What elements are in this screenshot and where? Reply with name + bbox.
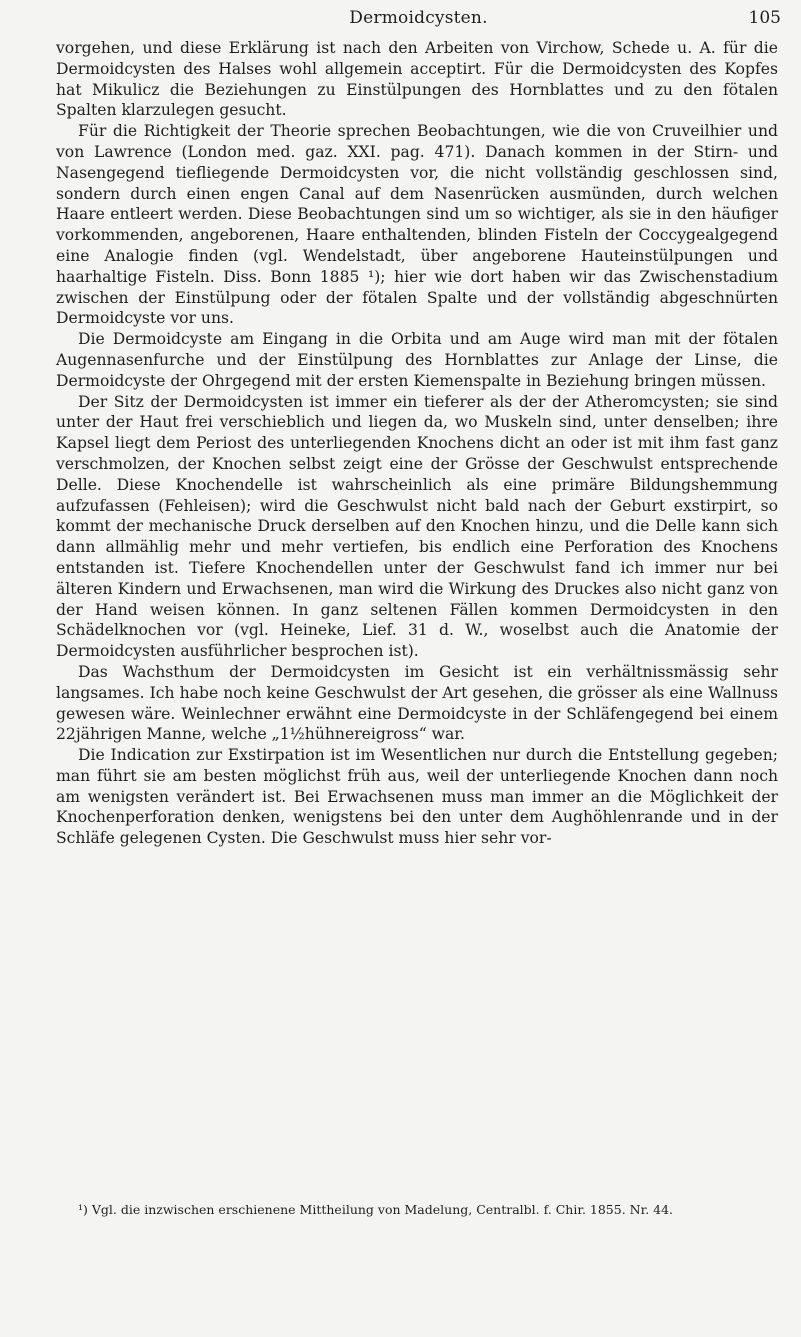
paragraph: Der Sitz der Dermoidcysten ist immer ein tieferer als der der Atheromcysten; sie sind unter der Haut frei verschieblich und liegen da, wo Muskeln sind, unter denselben; ihre Kapsel liegt dem Periost des unterliegenden Knochens dicht an oder ist mit ihm fast ganz verschmolzen, der Knochen selbst zeigt eine der Grösse der Geschwulst entsprechende Delle. Diese Knochendelle ist wahrscheinlich als eine primäre Bildungshemmung aufzufassen (Fehleisen); wird die Geschwulst nicht bald nach der Geburt exstirpirt, so kommt der mechanische Druck derselben auf den Knochen hinzu, und die Delle kann sich dann allmählig mehr und mehr vertiefen, bis endlich eine Perforation des Knochens entstanden ist. Tiefere Knochendellen unter der Geschwulst fand ich immer nur bei älteren Kindern und Erwachsenen, man wird die Wirkung des Druckes also nicht ganz von der Hand weisen können. In ganz seltenen Fällen kommen Dermoidcysten in den Schädelknochen vor (vgl. Heineke, Lief. 31 d. W., woselbst auch die Anatomie der Dermoidcysten ausführlicher besprochen ist). (56, 392, 778, 661)
paragraph: Die Indication zur Exstirpation ist im Wesentlichen nur durch die Entstellung gegeben; man führt sie am besten möglichst früh aus, weil der unterliegende Knochen dann noch am wenigsten verändert ist. Bei Erwachsenen muss man immer an die Möglichkeit der Knochenperforation denken, wenigstens bei den unter dem Aughöhlenrande und in der Schläfe gelegenen Cysten. Die Geschwulst muss hier sehr vor- (56, 746, 778, 848)
running-title: Dermoidcysten. (349, 8, 488, 28)
body-text (56, 38, 778, 849)
page-number: 105 (748, 8, 781, 28)
paragraph: Für die Richtigkeit der Theorie sprechen Beobachtungen, wie die von Cruveilhier und von Lawrence (London med. gaz. XXI. pag. 471). Danach kommen in der Stirn- und Nasengegend tiefliegende Dermoidcysten vor, die nicht vollständig geschlossen sind, sondern durch einen engen Canal auf dem Nasenrücken ausmünden, durch welchen Haare entleert werden. Diese Beobachtungen sind um so wichtiger, als sie in den häufiger vorkommenden, angeborenen, Haare enthaltenden, blinden Fisteln der Coccygealgegend eine Analogie finden (vgl. Wendelstadt, über angeborene Hauteinstülpungen und haarhaltige Fisteln. Diss. Bonn 1885 ¹); hier wie dort haben wir das Zwischenstadium zwischen der Einstülpung oder der fötalen Spalte und der vollständig abgeschnürten Dermoidcyste vor uns. (56, 122, 778, 328)
paragraph: Die Dermoidcyste am Eingang in die Orbita und am Auge wird man mit der fötalen Augennasenfurche und der Einstülpung des Hornblattes zur Anlage der Linse, die Dermoidcyste der Ohrgegend mit der ersten Kiemenspalte in Beziehung bringen müssen. (56, 330, 778, 390)
page-header (56, 8, 781, 34)
paragraph: vorgehen, und diese Erklärung ist nach den Arbeiten von Virchow, Schede u. A. für die Dermoidcysten des Halses wohl allgemein acceptirt. Für die Dermoidcysten des Kopfes hat Mikulicz die Beziehungen zu Einstülpungen des Hornblattes und zu den fötalen Spalten klarzulegen gesucht. (56, 39, 778, 120)
footnote-text: ¹) Vgl. die inzwischen erschienene Mittheilung von Madelung, Centralbl. f. Chir. 1855. Nr. 44. (78, 1202, 674, 1217)
footnote (56, 1202, 778, 1218)
paragraph: Das Wachsthum der Dermoidcysten im Gesicht ist ein verhältnissmässig sehr langsames. Ich habe noch keine Geschwulst der Art gesehen, die grösser als eine Wallnuss gewesen wäre. Weinlechner erwähnt eine Dermoidcyste in der Schläfengegend bei einem 22jährigen Manne, welche „1½hühnereigross“ war. (56, 662, 778, 744)
